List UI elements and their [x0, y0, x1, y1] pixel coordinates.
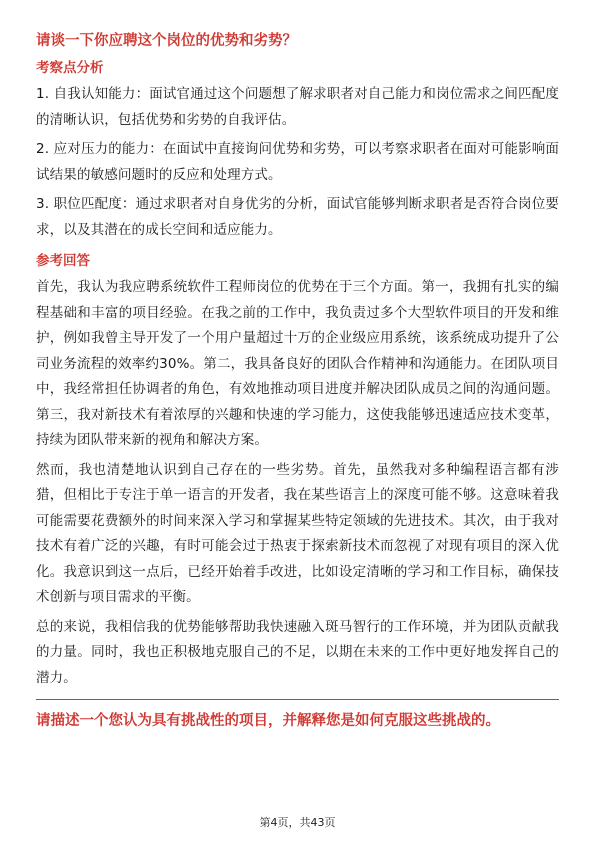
document-page: [36, 30, 559, 732]
question-heading: 请谈一下你应聘这个岗位的优势和劣势？: [36, 33, 297, 49]
analysis-point: 2. 应对压力的能力：在面试中直接询问优势和劣势，可以考察求职者在面对可能影响面试结果的敏感问题时的反应和处理方式。: [36, 141, 559, 183]
page-number-label: 第4页，共43页: [259, 816, 336, 829]
analysis-heading: 考察点分析: [36, 60, 104, 76]
answer-paragraph: 总的来说，我相信我的优势能够帮助我快速融入斑马智行的工作环境，并为团队贡献我的力量。同时，我也正积极地克服自己的不足，以期在未来的工作中更好地发挥自己的潜力。: [36, 618, 559, 686]
analysis-point: 3. 职位匹配度：通过求职者对自身优劣的分析，面试官能够判断求职者是否符合岗位要求，以及其潜在的成长空间和适应能力。: [36, 196, 559, 238]
page-footer: [0, 814, 595, 830]
answer-paragraph: 首先，我认为我应聘系统软件工程师岗位的优势在于三个方面。第一，我拥有扎实的编程基础和丰富的项目经验。在我之前的工作中，我负责过多个大型软件项目的开发和维护，例如我曾主导开发了一个用户量超过十万的企业级应用系统，该系统成功提升了公司业务流程的效率约30%。第二，我具备良好的团队合作精神和沟通能力。在团队项目中，我经常担任协调者的角色，有效地推动项目进度并解决团队成员之间的沟通问题。第三，我对新技术有着浓厚的兴趣和快速的学习能力，这使我能够迅速适应技术变革，持续为团队带来新的视角和解决方案。: [36, 279, 559, 448]
answer-paragraph: 然而，我也清楚地认识到自己存在的一些劣势。首先，虽然我对多种编程语言都有涉猎，但相比于专注于单一语言的开发者，我在某些语言上的深度可能不够。这意味着我可能需要花费额外的时间来深入学习和掌握某些特定领域的先进技术。其次，由于我对技术有着广泛的兴趣，有时可能会过于热衷于探索新技术而忽视了对现有项目的深入优化。我意识到这一点后，已经开始着手改进，比如设定清晰的学习和工作目标，确保技术创新与项目需求的平衡。: [36, 461, 559, 605]
answer-heading: 参考回答: [36, 253, 90, 269]
section-divider: [36, 699, 559, 700]
analysis-point: 1. 自我认知能力：面试官通过这个问题想了解求职者对自己能力和岗位需求之间匹配度的清晰认识，包括优势和劣势的自我评估。: [36, 86, 559, 128]
next-question-heading: 请描述一个您认为具有挑战性的项目，并解释您是如何克服这些挑战的。: [36, 713, 500, 729]
